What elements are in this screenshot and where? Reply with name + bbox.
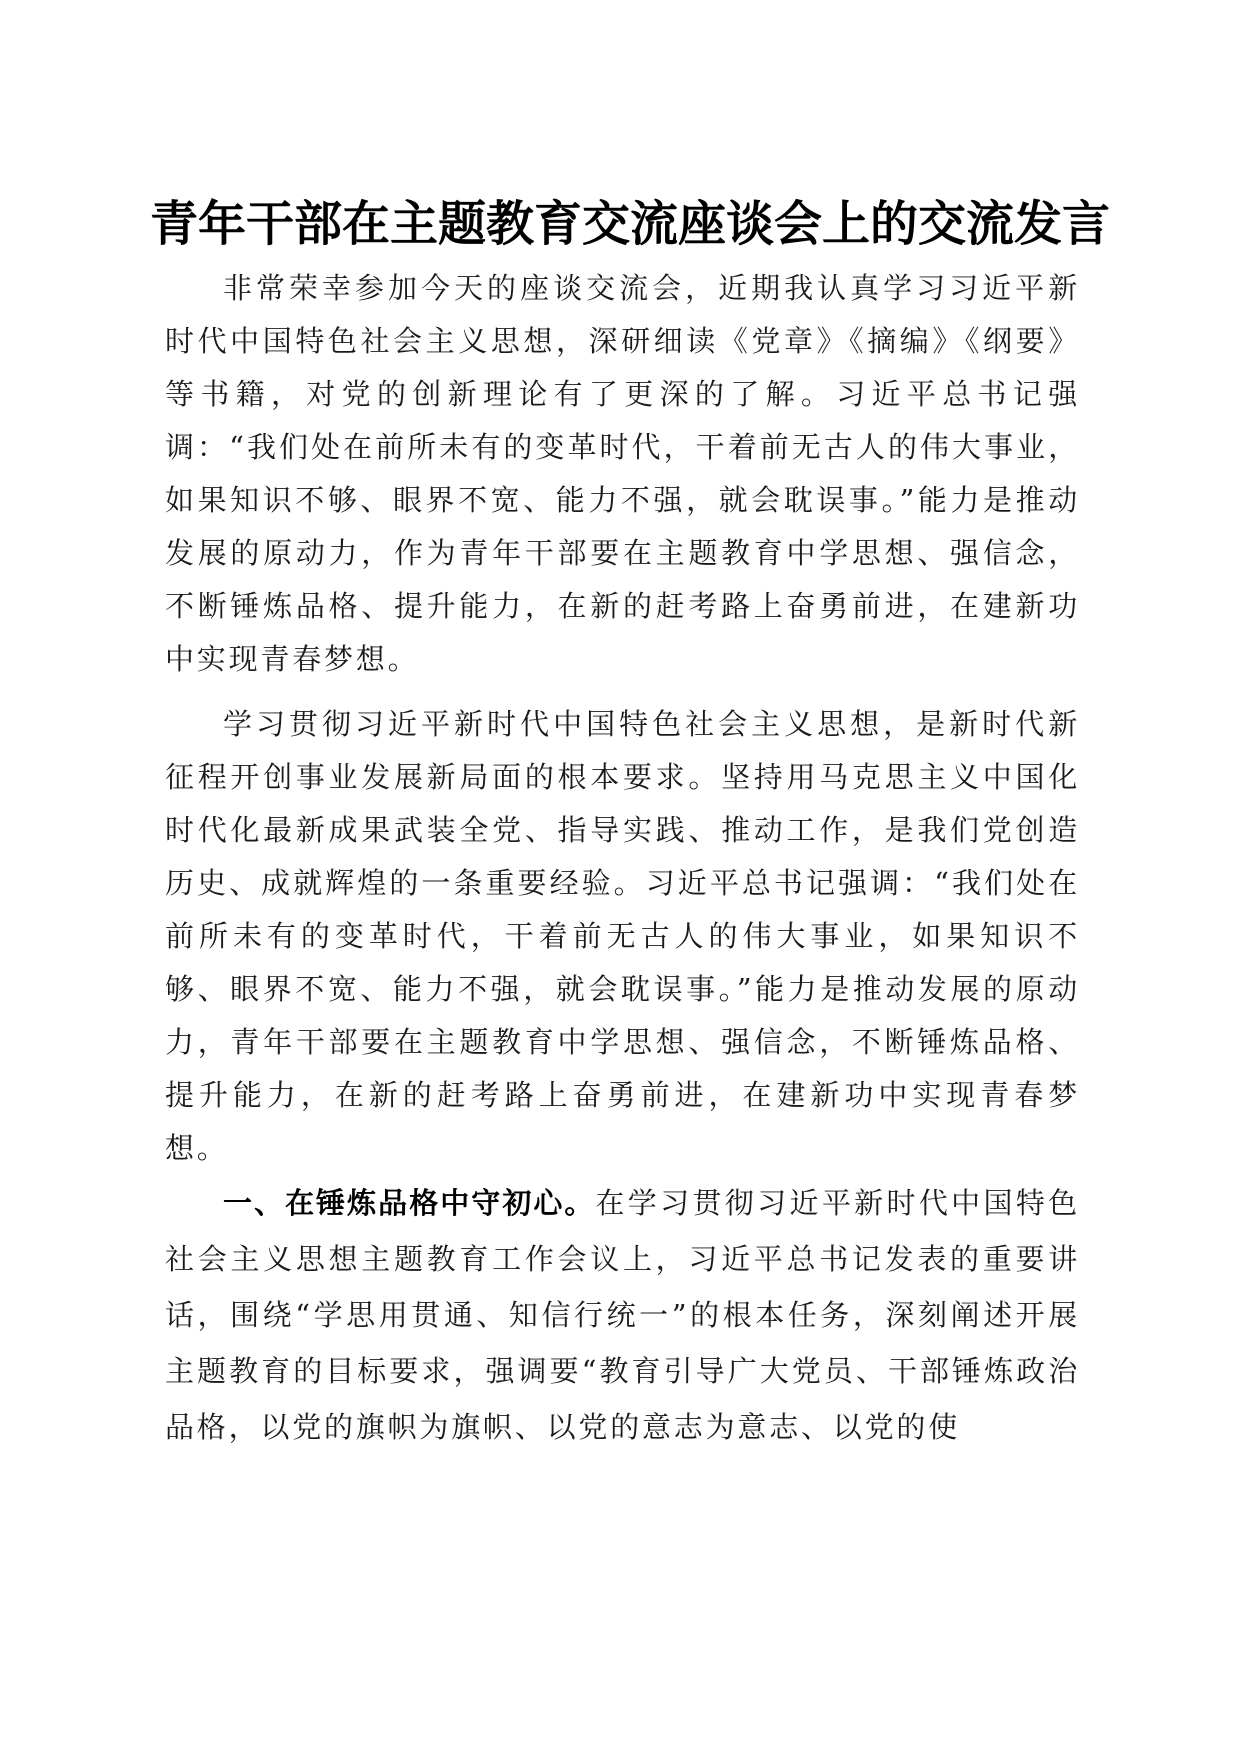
document-title: 青年干部在主题教育交流座谈会上的交流发言 [150,196,1111,252]
paragraph-intro: 非常荣幸参加今天的座谈交流会，近期我认真学习习近平新时代中国特色社会主义思想，深研细读《党章》《摘编》《纲要》等书籍，对党的创新理论有了更深的了解。习近平总书记强调：“我们处在前所未有的变革时代，干着前无古人的伟大事业，如果知识不够、眼界不宽、能力不强，就会耽误事。”能力是推动发展的原动力，作为青年干部要在主题教育中学思想、强信念，不断锤炼品格、提升能力，在新的赶考路上奋勇前进，在建新功中实现青春梦想。 [165,271,1080,676]
document-body [165,262,1080,1455]
section-one-text: 在学习贯彻习近平新时代中国特色社会主义思想主题教育工作会议上，习近平总书记发表的重要讲话，围绕“学思用贯通、知信行统一”的根本任务，深刻阐述开展主题教育的目标要求，强调要“教育引导广大党员、干部锤炼政治品格，以党的旗帜为旗帜、以党的意志为意志、以党的使 [165,1186,1080,1444]
section-one-heading: 一、在锤炼品格中守初心。 [223,1186,596,1220]
paragraph-section-one [165,1175,1080,1455]
paragraph-background: 学习贯彻习近平新时代中国特色社会主义思想，是新时代新征程开创事业发展新局面的根本要求。坚持用马克思主义中国化时代化最新成果武装全党、指导实践、推动工作，是我们党创造历史、成就辉煌的一条重要经验。习近平总书记强调：“我们处在前所未有的变革时代，干着前无古人的伟大事业，如果知识不够、眼界不宽、能力不强，就会耽误事。”能力是推动发展的原动力，青年干部要在主题教育中学思想、强信念，不断锤炼品格、提升能力，在新的赶考路上奋勇前进，在建新功中实现青春梦想。 [165,707,1080,1165]
